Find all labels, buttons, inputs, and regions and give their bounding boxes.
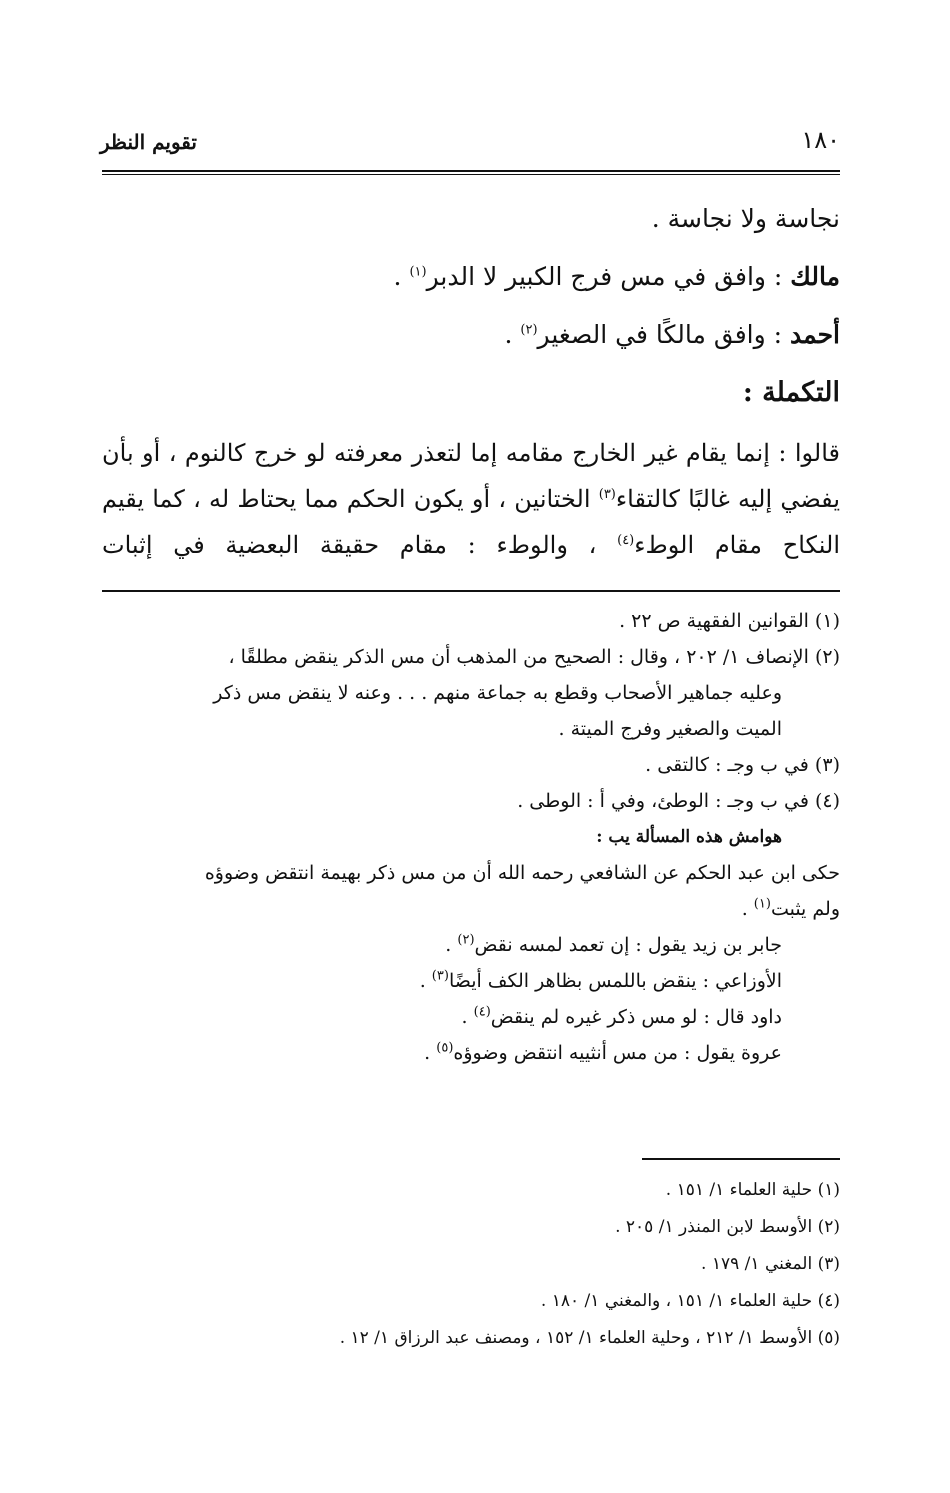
footnotes	[102, 603, 840, 1071]
footnote: (٤) في ب وجـ : الوطئ، وفي أ : الوطى .	[517, 790, 840, 812]
footnote-marker: (٣)	[431, 968, 449, 984]
margin-note: حكى ابن عبد الحكم عن الشافعي رحمه الله أن من مس ذكر بهيمة انتقض وضوؤه	[204, 862, 840, 884]
footnote-marker: (٢)	[457, 932, 475, 948]
note-end: .	[461, 1006, 474, 1028]
note-end: .	[741, 898, 754, 920]
section-heading: التكملة :	[742, 377, 840, 408]
line-text: : وافق في مس فرج الكبير لا الدبر	[426, 262, 791, 291]
footnote-marker: (٣)	[598, 487, 616, 502]
main-line	[102, 248, 840, 306]
footnote-marker: (١)	[409, 264, 427, 280]
para-text: الختانين ، أو يكون الحكم مما يحتاط له ، كما يقيم النكاح مقام الوطء	[102, 485, 840, 559]
running-header-title: تقويم النظر	[100, 130, 197, 154]
line-text: : وافق مالكًا في الصغير	[537, 320, 791, 349]
main-line: نجاسة ولا نجاسة .	[651, 204, 840, 233]
footnote: (٣) في ب وجـ : كالتقى .	[645, 754, 840, 776]
footnote-marker: (١)	[753, 896, 771, 912]
header-divider	[102, 170, 840, 175]
subfootnote: (٢) الأوسط لابن المنذر ١/ ٢٠٥ .	[615, 1217, 840, 1237]
note-end: .	[419, 970, 432, 992]
margin-notes-heading: هوامش هذه المسألة يب :	[596, 827, 782, 847]
footnote-marker: (٥)	[436, 1040, 454, 1056]
subfootnotes	[102, 1172, 840, 1357]
subfootnote: (١) حلية العلماء ١/ ١٥١ .	[665, 1180, 840, 1200]
para-text: ، والوطء : مقام حقيقة البعضية في إثبات	[102, 531, 618, 559]
footnote-marker: (٤)	[617, 533, 635, 548]
margin-note	[102, 891, 840, 927]
footnote-divider	[102, 590, 840, 592]
margin-note	[102, 927, 840, 963]
scholar-name: مالك	[790, 262, 840, 291]
scholar-name: أحمد	[790, 320, 840, 349]
margin-note	[102, 999, 840, 1035]
main-text	[102, 190, 840, 568]
footnote: (٢) الإنصاف ١/ ٢٠٢ ، وقال : الصحيح من المذهب أن مس الذكر ينقض مطلقًا ،	[228, 646, 840, 668]
footnote-marker: (٢)	[520, 322, 538, 338]
note-text: ولم يثبت	[770, 898, 840, 920]
subfootnote: (٣) المغني ١/ ١٧٩ .	[701, 1254, 840, 1274]
note-text: داود قال : لو مس ذكر غيره لم ينقض	[490, 1006, 782, 1028]
margin-note	[102, 1035, 840, 1071]
main-line	[102, 306, 840, 364]
note-end: .	[424, 1042, 437, 1064]
subfootnote-divider	[642, 1158, 840, 1160]
footnote-continuation: وعليه جماهير الأصحاب وقطع به جماعة منهم . . . وعنه لا ينقض مس ذكر	[213, 682, 782, 704]
body-paragraph	[102, 430, 840, 568]
subfootnote: (٥) الأوسط ١/ ٢١٢ ، وحلية العلماء ١/ ١٥٢ ، ومصنف عبد الرزاق ١/ ١٢ .	[339, 1328, 840, 1348]
note-text: الأوزاعي : ينقض باللمس بظاهر الكف أيضًا	[448, 970, 782, 992]
para-text: قالوا : إنما يقام غير الخارج مقامه إما لتعذر معرفته لو خرج كالنوم ، أو بأن يفضي إليه غالبًا كالتقاء	[102, 439, 840, 513]
line-end: .	[504, 320, 521, 349]
note-end: .	[445, 934, 458, 956]
note-text: جابر بن زيد يقول : إن تعمد لمسه نقض	[474, 934, 782, 956]
footnote-marker: (٤)	[473, 1004, 491, 1020]
note-text: عروة يقول : من مس أنثييه انتقض وضوؤه	[453, 1042, 782, 1064]
line-end: .	[393, 262, 410, 291]
page-number: ١٨٠	[801, 126, 840, 154]
footnote: (١) القوانين الفقهية ص ٢٢ .	[619, 610, 840, 632]
margin-note	[102, 963, 840, 999]
subfootnote: (٤) حلية العلماء ١/ ١٥١ ، والمغني ١/ ١٨٠ .	[540, 1291, 840, 1311]
footnote-continuation: الميت والصغير وفرج الميتة .	[558, 718, 782, 740]
